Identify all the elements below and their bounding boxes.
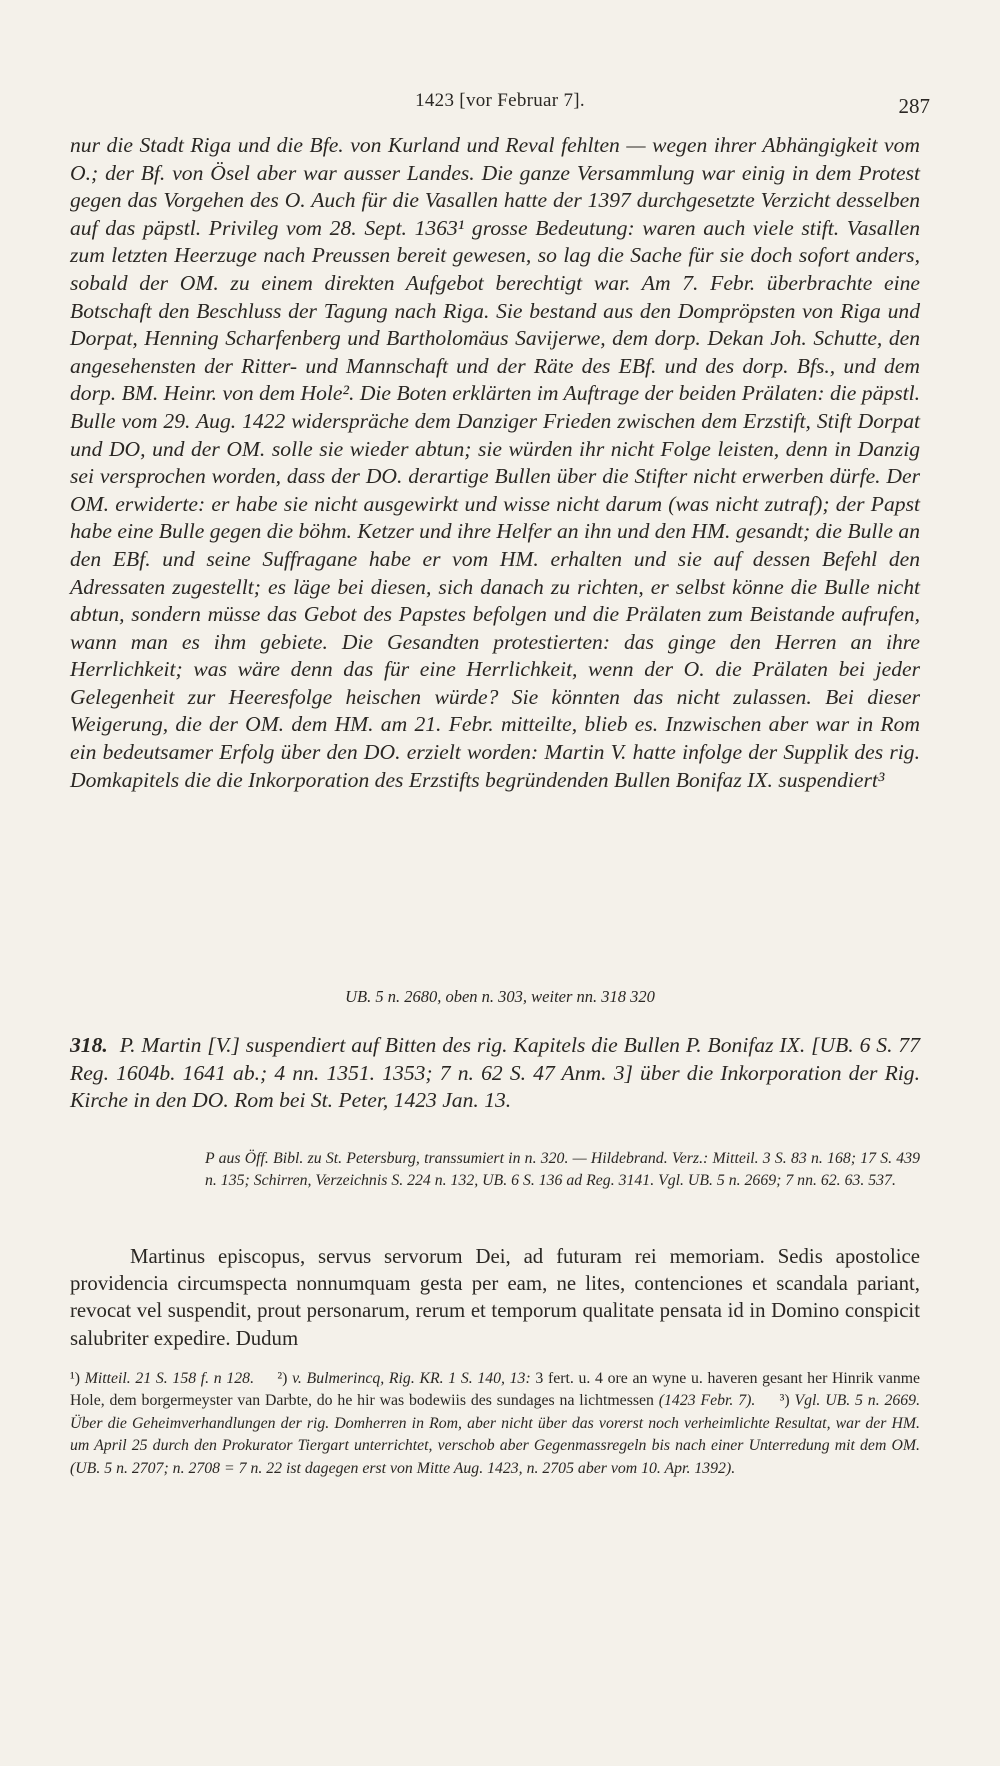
footnote-2-quote: 3 fert. u. 4 ore an wyne u. haveren gesant her Hinrik vanme Hole, dem borgermeyster van Darbte, do he hir was bodewiis des sundages na lichtmessen [70, 1370, 921, 1410]
running-head: 1423 [vor Februar 7]. [415, 90, 585, 111]
page-header [70, 86, 930, 122]
source-reference: UB. 5 n. 2680, oben n. 303, weiter nn. 318 320 [345, 987, 655, 1006]
footnote-2-reference: v. Bulmerincq, Rig. KR. 1 S. 140, 13: [292, 1370, 531, 1387]
document-heading-text: P. Martin [V.] suspendiert auf Bitten des rig. Kapitels die Bullen P. Bonifaz IX. [UB. 6 S. 77 Reg. 1604b. 1641 ab.; 4 nn. 1351. 1353; 7 n. 62 S. 47 Anm. 3] über die Inkorporation der Rig. Kirche in den DO. Rom bei St. Peter, 1423 Jan. 13. [70, 1033, 920, 1112]
footnote-3-marker: ³) [779, 1392, 790, 1410]
footnote-1-marker: ¹) [70, 1370, 80, 1387]
page-number: 287 [898, 94, 930, 118]
document-number: 318. [70, 1033, 108, 1057]
footnotes [70, 1368, 920, 1480]
main-text-paragraph: nur die Stadt Riga und die Bfe. von Kurland und Reval fehlten — wegen ihrer Abhängigkeit vom O.; der Bf. von Ösel aber war ausser Landes. Die ganze Versammlung war einig in dem Protest gegen das Vorgehen des O. Auch für die Vasallen hatte der 1397 durchgesetzte Verzicht desselben auf das päpstl. Privileg vom 28. Sept. 1363¹ grosse Bedeutung: waren auch viele stift. Vasallen zum letzten Heerzuge nach Preussen bereit gewesen, so lag die Sache für sie doch sofort anders, sobald der OM. zu einem direkten Aufgebot berechtigt war. Am 7. Febr. überbrachte eine Botschaft den Beschluss der Tagung nach Riga. Sie bestand aus den Dompröpsten von Riga und Dorpat, Henning Scharfenberg und Bartholomäus Savijerwe, dem dorp. Dekan Joh. Schutte, den angesehensten der Ritter- und Mannschaft und der Räte des EBf. und des dorp. Bfs., und dem dorp. BM. Heinr. von dem Hole². Die Boten erklärten im Auftrage der beiden Prälaten: die päpstl. Bulle vom 29. Aug. 1422 widerspräche dem Danziger Frieden zwischen dem Erzstift, Stift Dorpat und DO, und der OM. solle sie wieder abtun; sie würden ihr nicht Folge leisten, denn in Danzig sei versprochen worden, dass der DO. derartige Bullen über die Stifter nicht erwerben dürfe. Der OM. erwiderte: er habe sie nicht ausgewirkt und wisse nicht darum (was nicht zutraf); der Papst habe eine Bulle gegen die böhm. Ketzer und ihre Helfer an ihn und den HM. gesandt; die Bulle an den EBf. und seine Suffragane habe er vom HM. erhalten und sie auf dessen Befehl den Adressaten zugestellt; es läge bei diesen, sich danach zu richten, er selbst könne die Bulle nicht abtun, sondern müsse das Gebot des Papstes befolgen und die Prälaten zum Beistande aufrufen, wann man es ihm gebiete. Die Gesandten protestierten: das ginge den Herren an ihre Herrlichkeit; was wäre denn das für eine Herrlichkeit, wenn der O. die Prälaten bei jeder Gelegenheit zur Heeresfolge heischen würde? Sie könnten das nicht zulassen. Bei dieser Weigerung, die der OM. dem HM. am 21. Febr. mitteilte, blieb es. Inzwischen aber war in Rom ein bedeutsamer Erfolg über den DO. erzielt worden: Martin V. hatte infolge der Supplik des rig. Domkapitels die die Inkorporation des Erzstifts begründenden Bullen Bonifaz IX. suspendiert³ [70, 133, 920, 792]
latin-text: Martinus episcopus, servus servorum Dei, ad futuram rei memoriam. Sedis apostolice providencia circumspecta nonnumquam gesta per eam, ne lites, contenciones et scandala pariant, revocat vel suspendit, prout personarum, rerum et temporum qualitate pensata id in Domino conspicit salubriter expedire. Dudum [70, 1245, 920, 1350]
transmission-note: P aus Öff. Bibl. zu St. Petersburg, transsumiert in n. 320. — Hildebrand. Verz.: Mitteil. 3 S. 83 n. 168; 17 S. 439 n. 135; Schirren, Verzeichnis S. 224 n. 132, UB. 6 S. 136 ad Reg. 3141. Vgl. UB. 5 n. 2669; 7 nn. 62. 63. 537. [205, 1150, 920, 1190]
footnote-3-text: Vgl. UB. 5 n. 2669. Über die Geheimverhandlungen der rig. Domherren in Rom, aber nicht über das vorerst noch verheimlichte Resultat, war der HM. um April 25 durch den Prokurator Tiergart unterrichtet, verschob aber Gegenmassregeln bis nach einer Unterredung mit dem OM. (UB. 5 n. 2707; n. 2708 = 7 n. 22 ist dagegen erst von Mitte Aug. 1423, n. 2705 aber vom 10. Apr. 1392). [70, 1392, 921, 1477]
footnote-2-date: (1423 Febr. 7). [658, 1392, 756, 1410]
document-heading [70, 1032, 920, 1115]
footnote-1-text: Mitteil. 21 S. 158 f. n 128. [84, 1370, 255, 1387]
footnote-2-marker: ²) [277, 1370, 288, 1387]
latin-text-paragraph [70, 1243, 920, 1352]
